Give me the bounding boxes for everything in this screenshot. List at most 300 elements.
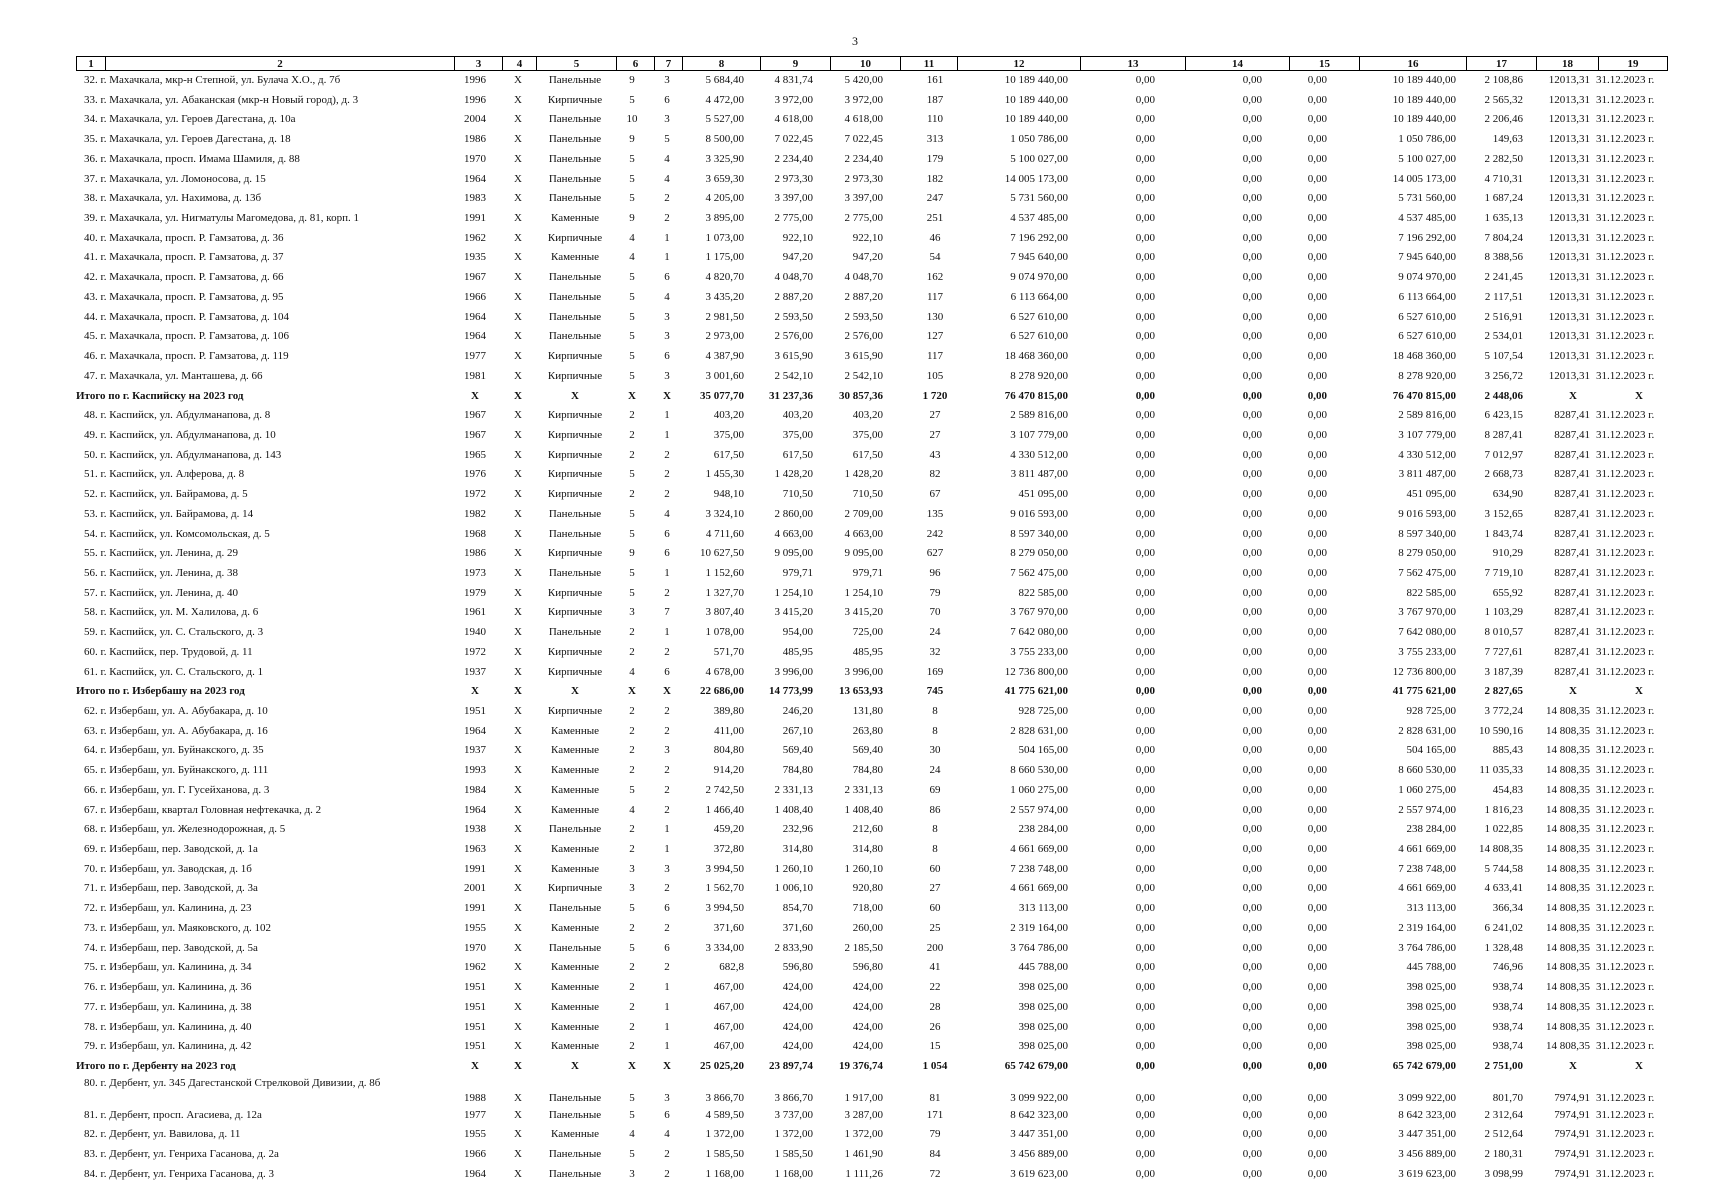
fund-cell: 0,00 xyxy=(1135,586,1155,599)
deadline-cell: 31.12.2023 г. xyxy=(1596,921,1655,934)
premises-area-cell: 3 866,70 xyxy=(774,1091,813,1104)
table-row xyxy=(0,130,1710,150)
cost-cell: 398 025,00 xyxy=(1018,1000,1068,1013)
floors-cell: 2 xyxy=(629,488,635,501)
address-cell: 33. г. Махачкала, ул. Абаканская (мкр-н Новый город), д. 3 xyxy=(84,93,359,106)
mark-cell: Х xyxy=(514,882,522,895)
specific-cost-cell: 149,63 xyxy=(1492,133,1523,146)
year-cell: 1955 xyxy=(464,921,486,934)
premises-area-cell: 2 593,50 xyxy=(774,310,813,323)
premises-area-cell: 2 234,40 xyxy=(774,152,813,165)
floors-cell: 2 xyxy=(629,764,635,777)
entrances-cell: 2 xyxy=(664,882,670,895)
year-cell: 1984 xyxy=(464,783,486,796)
deadline-cell: X xyxy=(1635,389,1643,402)
address-cell: 78. г. Избербаш, ул. Калинина, д. 40 xyxy=(84,1020,252,1033)
mark-cell: Х xyxy=(514,152,522,165)
specific-cost-cell: 1 103,29 xyxy=(1484,606,1523,619)
premises-area-cell: 424,00 xyxy=(782,1000,813,1013)
limit-cost-cell: 8287,41 xyxy=(1554,566,1590,579)
residents-cell: 84 xyxy=(929,1148,941,1161)
budget-cell: 0,00 xyxy=(1242,1020,1262,1033)
residents-cell: 26 xyxy=(929,1020,941,1033)
mark-cell: Х xyxy=(514,1108,522,1121)
limit-cost-cell: 14 808,35 xyxy=(1546,961,1590,974)
limit-cost-cell: 14 808,35 xyxy=(1546,1000,1590,1013)
budget-cell: 0,00 xyxy=(1242,803,1262,816)
fund-cell: 0,00 xyxy=(1135,981,1155,994)
residents-cell: 187 xyxy=(926,93,944,106)
local-budget-cell: 0,00 xyxy=(1307,152,1327,165)
owners-funds-cell: 928 725,00 xyxy=(1406,705,1456,717)
residents-cell: 24 xyxy=(929,764,941,777)
residents-cell: 313 xyxy=(926,133,944,146)
deadline-cell: 31.12.2023 г. xyxy=(1596,172,1655,185)
budget-cell: 0,00 xyxy=(1242,981,1262,994)
limit-cost-cell: 14 808,35 xyxy=(1546,724,1590,737)
total-area-cell: 1 175,00 xyxy=(705,251,744,264)
year-cell: 1964 xyxy=(464,803,486,816)
year-cell: 1972 xyxy=(464,645,486,658)
entrances-cell: 2 xyxy=(664,961,670,974)
address-cell: Итого по г. Дербенту на 2023 год xyxy=(76,1059,236,1072)
specific-cost-cell: 910,29 xyxy=(1492,547,1523,560)
premises-area-cell: 9 095,00 xyxy=(774,547,813,560)
year-cell: 1951 xyxy=(464,1020,486,1033)
entrances-cell: 3 xyxy=(664,744,670,757)
table-row xyxy=(0,643,1710,663)
total-area-cell: 682,8 xyxy=(719,961,744,974)
fund-cell: 0,00 xyxy=(1135,685,1155,698)
address-cell: 39. г. Махачкала, ул. Нигматулы Магомедова, д. 81, корп. 1 xyxy=(84,212,359,225)
wall-material-cell: Каменные xyxy=(551,862,599,875)
deadline-cell: 31.12.2023 г. xyxy=(1596,1148,1655,1161)
wall-material-cell: Панельные xyxy=(548,566,602,579)
address-cell: 34. г. Махачкала, ул. Героев Дагестана, д. 10а xyxy=(84,113,296,126)
year-cell: 1996 xyxy=(464,74,486,86)
header-cell: 12 xyxy=(958,57,1081,71)
local-budget-cell: 0,00 xyxy=(1307,231,1327,244)
fund-cell: 0,00 xyxy=(1135,448,1155,461)
floors-cell: 5 xyxy=(629,586,635,599)
mark-cell: Х xyxy=(514,1020,522,1033)
budget-cell: 0,00 xyxy=(1242,74,1262,86)
residents-cell: 8 xyxy=(932,724,938,737)
premises-area-cell: 2 576,00 xyxy=(774,330,813,343)
residents-cell: 179 xyxy=(926,152,944,165)
mark-cell: Х xyxy=(514,133,522,146)
table-row xyxy=(0,1125,1710,1145)
owners-funds-cell: 3 447 351,00 xyxy=(1398,1128,1456,1141)
budget-cell: 0,00 xyxy=(1242,862,1262,875)
residents-cell: 162 xyxy=(926,271,944,284)
entrances-cell: 4 xyxy=(664,152,670,165)
table-row xyxy=(0,801,1710,821)
fund-cell: 0,00 xyxy=(1135,271,1155,284)
year-cell: 1935 xyxy=(464,251,486,264)
budget-cell: 0,00 xyxy=(1242,941,1262,954)
entrances-cell: 6 xyxy=(664,271,670,284)
mark-cell: Х xyxy=(514,488,522,501)
living-area-cell: 784,80 xyxy=(852,764,883,777)
mark-cell: Х xyxy=(514,645,522,658)
specific-cost-cell: 1 843,74 xyxy=(1484,527,1523,540)
year-cell: 1967 xyxy=(464,409,486,422)
table-row xyxy=(0,978,1710,998)
living-area-cell: 2 542,10 xyxy=(844,369,883,382)
wall-material-cell: Каменные xyxy=(551,783,599,796)
header-cell: 3 xyxy=(455,57,503,71)
specific-cost-cell: 2 180,31 xyxy=(1484,1148,1523,1161)
living-area-cell: 5 420,00 xyxy=(844,74,883,86)
table-row xyxy=(0,91,1710,111)
total-area-cell: 914,20 xyxy=(713,764,744,777)
fund-cell: 0,00 xyxy=(1135,1059,1155,1072)
entrances-cell: 5 xyxy=(664,133,670,146)
deadline-cell: X xyxy=(1635,685,1643,698)
page-number: 3 xyxy=(852,34,858,48)
year-cell: 1991 xyxy=(464,902,486,915)
residents-cell: 161 xyxy=(926,74,944,86)
year-cell: 1979 xyxy=(464,586,486,599)
year-cell: 1951 xyxy=(464,705,486,717)
living-area-cell: 4 618,00 xyxy=(844,113,883,126)
table-row xyxy=(0,860,1710,880)
fund-cell: 0,00 xyxy=(1135,547,1155,560)
address-cell: 56. г. Каспийск, ул. Ленина, д. 38 xyxy=(84,566,239,579)
limit-cost-cell: 7974,91 xyxy=(1554,1148,1590,1161)
entrances-cell: 1 xyxy=(664,428,670,441)
limit-cost-cell: 14 808,35 xyxy=(1546,823,1590,836)
wall-material-cell: Каменные xyxy=(551,744,599,757)
residents-cell: 627 xyxy=(926,547,944,560)
entrances-cell: 4 xyxy=(664,507,670,520)
address-cell: 59. г. Каспийск, ул. С. Стальского, д. 3 xyxy=(84,626,264,639)
budget-cell: 0,00 xyxy=(1242,1000,1262,1013)
year-cell: 1982 xyxy=(464,507,486,520)
premises-area-cell: 4 831,74 xyxy=(774,74,813,86)
year-cell: 1968 xyxy=(464,527,486,540)
address-cell: 72. г. Избербаш, ул. Калинина, д. 23 xyxy=(84,902,252,915)
floors-cell: 5 xyxy=(629,783,635,796)
local-budget-cell: 0,00 xyxy=(1307,212,1327,225)
limit-cost-cell: 14 808,35 xyxy=(1546,902,1590,915)
cost-cell: 6 527 610,00 xyxy=(1010,310,1068,323)
limit-cost-cell: 14 808,35 xyxy=(1546,1040,1590,1053)
living-area-cell: 596,80 xyxy=(852,961,883,974)
fund-cell: 0,00 xyxy=(1135,606,1155,619)
wall-material-cell: Панельные xyxy=(548,74,602,86)
fund-cell: 0,00 xyxy=(1135,724,1155,737)
owners-funds-cell: 3 811 487,00 xyxy=(1398,468,1456,481)
local-budget-cell: 0,00 xyxy=(1307,783,1327,796)
address-cell: 67. г. Избербаш, квартал Головная нефтекачка, д. 2 xyxy=(84,803,322,816)
total-area-cell: 467,00 xyxy=(713,1000,744,1013)
total-area-cell: 1 466,40 xyxy=(705,803,744,816)
limit-cost-cell: 7974,91 xyxy=(1554,1167,1590,1180)
year-cell: 1937 xyxy=(464,665,486,678)
specific-cost-cell: 2 516,91 xyxy=(1484,310,1523,323)
mark-cell: Х xyxy=(514,1128,522,1141)
owners-funds-cell: 41 775 621,00 xyxy=(1392,685,1456,698)
limit-cost-cell: 8287,41 xyxy=(1554,409,1590,422)
premises-area-cell: 854,70 xyxy=(782,902,813,915)
mark-cell: Х xyxy=(514,783,522,796)
budget-cell: 0,00 xyxy=(1242,921,1262,934)
limit-cost-cell: 8287,41 xyxy=(1554,468,1590,481)
specific-cost-cell: 938,74 xyxy=(1492,981,1523,994)
deadline-cell: 31.12.2023 г. xyxy=(1596,1000,1655,1013)
entrances-cell: 1 xyxy=(664,251,670,264)
budget-cell: 0,00 xyxy=(1242,961,1262,974)
header-cell: 9 xyxy=(761,57,831,71)
budget-cell: 0,00 xyxy=(1242,152,1262,165)
entrances-cell: X xyxy=(663,1059,671,1072)
local-budget-cell: 0,00 xyxy=(1307,764,1327,777)
owners-funds-cell: 76 470 815,00 xyxy=(1392,389,1456,402)
cost-cell: 5 731 560,00 xyxy=(1010,192,1068,205)
owners-funds-cell: 2 557 974,00 xyxy=(1398,803,1456,816)
budget-cell: 0,00 xyxy=(1242,507,1262,520)
specific-cost-cell: 655,92 xyxy=(1492,586,1523,599)
owners-funds-cell: 398 025,00 xyxy=(1406,1000,1456,1013)
budget-cell: 0,00 xyxy=(1242,764,1262,777)
wall-material-cell: Панельные xyxy=(548,192,602,205)
local-budget-cell: 0,00 xyxy=(1307,547,1327,560)
living-area-cell: 710,50 xyxy=(852,488,883,501)
table-row xyxy=(0,1018,1710,1038)
entrances-cell: X xyxy=(663,685,671,698)
limit-cost-cell: X xyxy=(1569,389,1577,402)
limit-cost-cell: 12013,31 xyxy=(1548,93,1590,106)
fund-cell: 0,00 xyxy=(1135,823,1155,836)
owners-funds-cell: 3 755 233,00 xyxy=(1398,645,1456,658)
owners-funds-cell: 398 025,00 xyxy=(1406,981,1456,994)
table-row xyxy=(0,702,1710,722)
mark-cell: Х xyxy=(514,271,522,284)
entrances-cell: 3 xyxy=(664,74,670,86)
fund-cell: 0,00 xyxy=(1135,231,1155,244)
living-area-cell: 2 576,00 xyxy=(844,330,883,343)
year-cell: 1976 xyxy=(464,468,486,481)
residents-cell: 72 xyxy=(929,1167,941,1180)
budget-cell: 0,00 xyxy=(1242,369,1262,382)
entrances-cell: 2 xyxy=(664,921,670,934)
floors-cell: 2 xyxy=(629,448,635,461)
budget-cell: 0,00 xyxy=(1242,192,1262,205)
premises-area-cell: 947,20 xyxy=(782,251,813,264)
address-cell: 46. г. Махачкала, просп. Р. Гамзатова, д. 119 xyxy=(84,350,289,363)
cost-cell: 3 447 351,00 xyxy=(1010,1128,1068,1141)
floors-cell: 2 xyxy=(629,744,635,757)
table-row xyxy=(0,781,1710,801)
premises-area-cell: 954,00 xyxy=(782,626,813,639)
owners-funds-cell: 7 238 748,00 xyxy=(1398,862,1456,875)
entrances-cell: 1 xyxy=(664,566,670,579)
cost-cell: 2 319 164,00 xyxy=(1010,921,1068,934)
living-area-cell: 2 185,50 xyxy=(844,941,883,954)
cost-cell: 398 025,00 xyxy=(1018,1020,1068,1033)
local-budget-cell: 0,00 xyxy=(1307,93,1327,106)
table-row xyxy=(0,308,1710,328)
limit-cost-cell: X xyxy=(1569,685,1577,698)
limit-cost-cell: 7974,91 xyxy=(1554,1128,1590,1141)
wall-material-cell: Кирпичные xyxy=(547,488,603,501)
mark-cell: X xyxy=(514,1059,522,1072)
address-cell: 54. г. Каспийск, ул. Комсомольская, д. 5 xyxy=(84,527,270,540)
address-cell: 63. г. Избербаш, ул. А. Абубакара, д. 16 xyxy=(84,724,268,737)
deadline-cell: 31.12.2023 г. xyxy=(1596,1020,1655,1033)
residents-cell: 70 xyxy=(929,606,941,619)
specific-cost-cell: 366,34 xyxy=(1492,902,1523,915)
entrances-cell: 2 xyxy=(664,1148,670,1161)
year-cell: X xyxy=(471,1059,479,1072)
wall-material-cell: Панельные xyxy=(548,133,602,146)
limit-cost-cell: 7974,91 xyxy=(1554,1108,1590,1121)
table-row xyxy=(0,426,1710,446)
floors-cell: 5 xyxy=(629,1091,635,1104)
premises-area-cell: 424,00 xyxy=(782,1040,813,1053)
mark-cell: Х xyxy=(514,74,522,86)
owners-funds-cell: 3 099 922,00 xyxy=(1398,1091,1456,1104)
living-area-cell: 4 663,00 xyxy=(844,527,883,540)
address-cell: 44. г. Махачкала, просп. Р. Гамзатова, д. 104 xyxy=(84,310,290,323)
mark-cell: Х xyxy=(514,172,522,185)
owners-funds-cell: 8 279 050,00 xyxy=(1398,547,1456,560)
header-cell: 2 xyxy=(106,57,455,71)
wall-material-cell: Каменные xyxy=(551,961,599,974)
deadline-cell: 31.12.2023 г. xyxy=(1596,488,1655,501)
table-row xyxy=(0,1037,1710,1057)
mark-cell: Х xyxy=(514,823,522,836)
table-row xyxy=(0,189,1710,209)
premises-area-cell: 23 897,74 xyxy=(769,1059,813,1072)
year-cell: 1972 xyxy=(464,488,486,501)
address-cell: 79. г. Избербаш, ул. Калинина, д. 42 xyxy=(84,1040,252,1053)
cost-cell: 8 660 530,00 xyxy=(1010,764,1068,777)
address-cell: 60. г. Каспийск, пер. Трудовой, д. 11 xyxy=(84,645,253,658)
floors-cell: 5 xyxy=(629,152,635,165)
year-cell: 1967 xyxy=(464,271,486,284)
specific-cost-cell: 2 751,00 xyxy=(1484,1059,1523,1072)
premises-area-cell: 4 618,00 xyxy=(774,113,813,126)
specific-cost-cell: 8 010,57 xyxy=(1484,626,1523,639)
limit-cost-cell: 14 808,35 xyxy=(1546,744,1590,757)
living-area-cell: 3 996,00 xyxy=(844,665,883,678)
mark-cell: Х xyxy=(514,507,522,520)
year-cell: 1977 xyxy=(464,1108,486,1121)
total-area-cell: 3 001,60 xyxy=(705,369,744,382)
year-cell: 2004 xyxy=(464,113,486,126)
mark-cell: Х xyxy=(514,705,522,717)
living-area-cell: 1 428,20 xyxy=(844,468,883,481)
address-cell: 32. г. Махачкала, мкр-н Степной, ул. Булача Х.О., д. 7б xyxy=(84,74,341,86)
fund-cell: 0,00 xyxy=(1135,74,1155,86)
total-area-cell: 35 077,70 xyxy=(700,389,744,402)
deadline-cell: 31.12.2023 г. xyxy=(1596,665,1655,678)
premises-area-cell: 979,71 xyxy=(782,566,813,579)
address-cell: 64. г. Избербаш, ул. Буйнакского, д. 35 xyxy=(84,744,264,757)
owners-funds-cell: 5 100 027,00 xyxy=(1398,152,1456,165)
entrances-cell: 2 xyxy=(664,764,670,777)
year-cell: 1967 xyxy=(464,428,486,441)
entrances-cell: 6 xyxy=(664,527,670,540)
local-budget-cell: 0,00 xyxy=(1307,882,1327,895)
owners-funds-cell: 398 025,00 xyxy=(1406,1020,1456,1033)
table-row xyxy=(0,209,1710,229)
floors-cell: 5 xyxy=(629,1108,635,1121)
living-area-cell: 1 260,10 xyxy=(844,862,883,875)
wall-material-cell: Каменные xyxy=(551,1040,599,1053)
premises-area-cell: 31 237,36 xyxy=(769,389,813,402)
wall-material-cell: Кирпичные xyxy=(547,428,603,441)
mark-cell: Х xyxy=(514,251,522,264)
header-cell: 18 xyxy=(1537,57,1599,71)
residents-cell: 67 xyxy=(929,488,941,501)
mark-cell: Х xyxy=(514,921,522,934)
wall-material-cell: X xyxy=(571,1059,579,1072)
specific-cost-cell: 6 241,02 xyxy=(1484,921,1523,934)
premises-area-cell: 596,80 xyxy=(782,961,813,974)
fund-cell: 0,00 xyxy=(1135,428,1155,441)
fund-cell: 0,00 xyxy=(1135,744,1155,757)
year-cell: 1970 xyxy=(464,941,486,954)
table-row xyxy=(0,248,1710,268)
entrances-cell: 7 xyxy=(664,606,670,619)
cost-cell: 3 764 786,00 xyxy=(1010,941,1068,954)
mark-cell: X xyxy=(514,685,522,698)
deadline-cell: 31.12.2023 г. xyxy=(1596,310,1655,323)
table-row xyxy=(0,505,1710,525)
total-area-cell: 1 455,30 xyxy=(705,468,744,481)
living-area-cell: 3 397,00 xyxy=(844,192,883,205)
owners-funds-cell: 3 767 970,00 xyxy=(1398,606,1456,619)
fund-cell: 0,00 xyxy=(1135,1091,1155,1104)
residents-cell: 117 xyxy=(926,290,944,303)
header-cell: 1 xyxy=(77,57,106,71)
header-cell: 4 xyxy=(503,57,537,71)
mark-cell: Х xyxy=(514,803,522,816)
limit-cost-cell: 8287,41 xyxy=(1554,586,1590,599)
local-budget-cell: 0,00 xyxy=(1307,823,1327,836)
deadline-cell: 31.12.2023 г. xyxy=(1596,724,1655,737)
table-row xyxy=(0,663,1710,683)
deadline-cell: 31.12.2023 г. xyxy=(1596,902,1655,915)
living-area-cell: 2 775,00 xyxy=(844,212,883,225)
cost-cell: 2 589 816,00 xyxy=(1010,409,1068,422)
deadline-cell: 31.12.2023 г. xyxy=(1596,448,1655,461)
owners-funds-cell: 10 189 440,00 xyxy=(1392,74,1456,86)
table-row xyxy=(0,1077,1710,1106)
floors-cell: 3 xyxy=(629,862,635,875)
entrances-cell: X xyxy=(663,389,671,402)
local-budget-cell: 0,00 xyxy=(1307,448,1327,461)
total-area-cell: 1 585,50 xyxy=(705,1148,744,1161)
owners-funds-cell: 445 788,00 xyxy=(1406,961,1456,974)
local-budget-cell: 0,00 xyxy=(1307,961,1327,974)
local-budget-cell: 0,00 xyxy=(1307,941,1327,954)
residents-cell: 30 xyxy=(929,744,941,757)
cost-cell: 4 330 512,00 xyxy=(1010,448,1068,461)
entrances-cell: 2 xyxy=(664,724,670,737)
cost-cell: 504 165,00 xyxy=(1018,744,1068,757)
floors-cell: 2 xyxy=(629,409,635,422)
owners-funds-cell: 3 764 786,00 xyxy=(1398,941,1456,954)
specific-cost-cell: 7 012,97 xyxy=(1484,448,1523,461)
year-cell: 1977 xyxy=(464,350,486,363)
owners-funds-cell: 4 661 669,00 xyxy=(1398,882,1456,895)
address-cell: 52. г. Каспийск, ул. Байрамова, д. 5 xyxy=(84,488,248,501)
